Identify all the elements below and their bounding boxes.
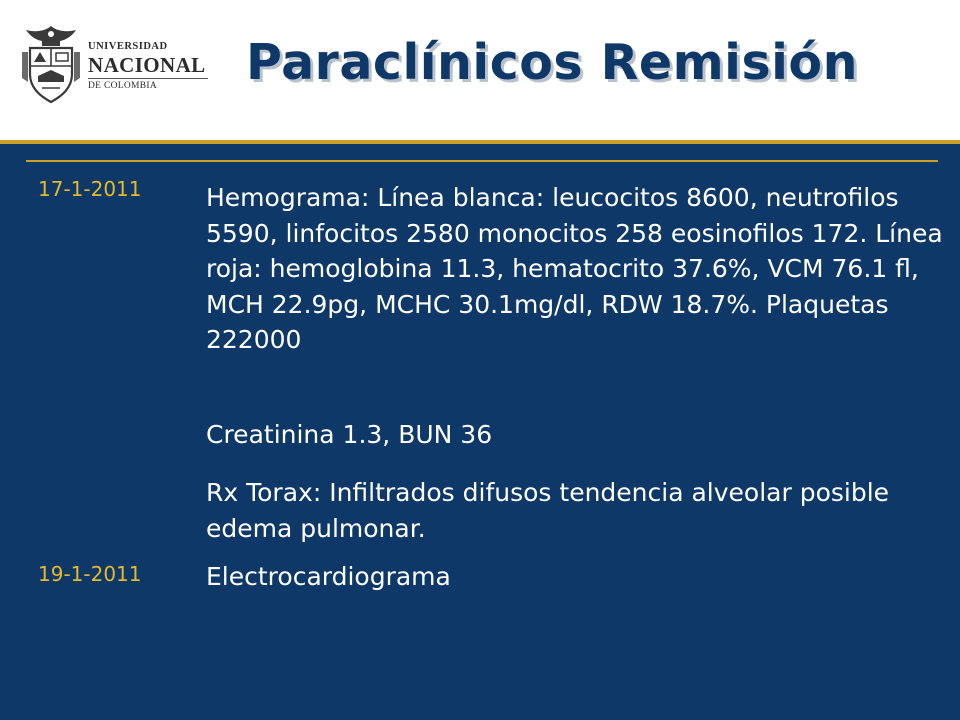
logo-line-1: UNIVERSIDAD <box>88 41 168 52</box>
university-seal-icon <box>20 22 82 106</box>
entry-paragraph-creatinina: Creatinina 1.3, BUN 36 <box>206 420 493 449</box>
entry-paragraph-rx-torax: Rx Torax: Infiltrados difusos tendencia alveolar posible edema pulmonar. <box>206 478 890 543</box>
slide-title: Paraclínicos Remisión <box>246 34 858 91</box>
entry-paragraph-hemograma: Hemograma: Línea blanca: leucocitos 8600, neutrofilos 5590, linfocitos 2580 monocitos 258 eosinofilos 172. Línea roja: hemoglobina 11.3, hematocrito 37.6%, VCM 76.1 fl, MCH 22.9pg, MCHC 30.1mg/dl, RDW 18.7%. Plaquetas 222000 <box>206 183 943 354</box>
body-divider <box>26 160 938 162</box>
university-wordmark <box>88 42 208 91</box>
entry-paragraph-electrocardiograma: Electrocardiograma <box>206 562 451 591</box>
slide-body <box>0 144 960 720</box>
logo-line-2: NACIONAL <box>88 52 206 77</box>
university-logo <box>20 20 210 110</box>
logo-line-3: DE COLOMBIA <box>88 78 208 92</box>
entry-date: 17-1-2011 <box>38 177 142 201</box>
entry-date: 19-1-2011 <box>38 562 142 586</box>
slide-header <box>0 0 960 144</box>
